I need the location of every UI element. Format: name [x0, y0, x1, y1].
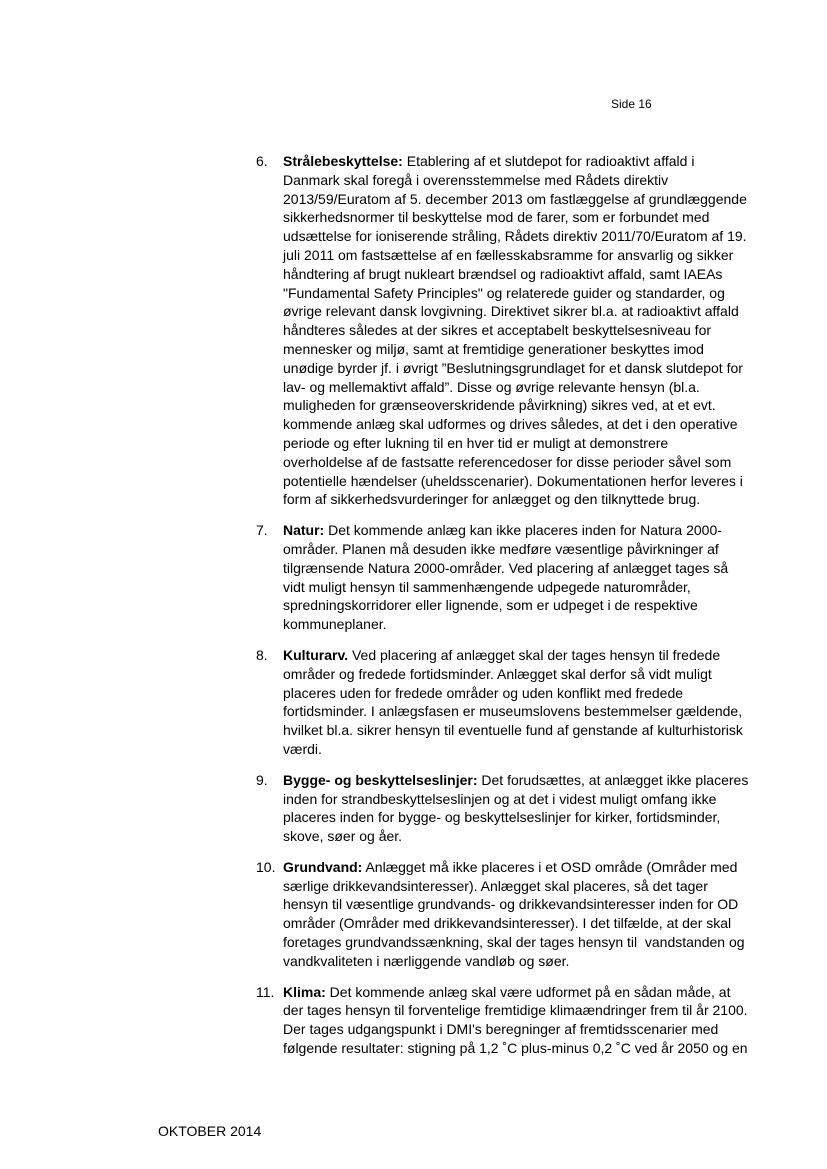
text-line: øvrige relevant dansk lovgivning. Direktivet sikrer bl.a. at radioaktivt affald	[283, 303, 739, 320]
item-heading: Kulturarv.	[283, 646, 349, 663]
text-line-rest: Etablering af et slutdepot for radioaktivt affald i	[402, 153, 695, 169]
item-paragraph	[283, 521, 728, 634]
text-line: hensyn til væsentlige grundvands- og drikkevandsinteresser inden for OD	[283, 896, 739, 913]
text-line: sikkerhedsnormer til beskyttelse mod de farer, som er forbundet med	[283, 209, 710, 226]
text-line: der tages hensyn til forventelige fremtidige klimaændringer frem til år 2100.	[283, 1002, 748, 1019]
text-line: håndteres således at der sikres et acceptabelt beskyttelsesniveau for	[283, 322, 712, 339]
text-line-rest: Det forudsættes, at anlægget ikke placeres	[477, 771, 749, 788]
item-number: 11.	[256, 983, 275, 1000]
text-line: juli 2011 om fastsættelse af en fællesskabsramme for ansvarlig og sikker	[283, 246, 734, 263]
text-line: mennesker og miljø, samt at fremtidige generationer beskyttes imod	[283, 340, 704, 357]
text-line: unødige byrder jf. i øvrigt ”Beslutningsgrundlaget for et dansk slutdepot for	[283, 359, 743, 376]
list-item-9	[256, 771, 748, 846]
list-item-7	[256, 521, 748, 634]
text-line: form af sikkerhedsvurderinger for anlægget og den tilknyttede brug.	[283, 491, 701, 508]
text-line	[283, 983, 748, 1002]
text-line: hvilket bl.a. sikrer hensyn til eventuelle fund af genstande af kulturhistorisk	[283, 722, 743, 739]
item-paragraph	[283, 858, 745, 971]
text-line: udsættelse for ioniserende stråling, Rådets direktiv 2011/70/Euratom af 19.	[283, 228, 747, 245]
text-line: spredningskorridorer eller lignende, som er udpeget i de respektive	[283, 597, 698, 614]
text-line: "Fundamental Safety Principles" og relaterede guider og standarder, og	[283, 284, 725, 301]
list-item-6	[256, 152, 748, 509]
text-line: Der tages udgangspunkt i DMI's beregninger af fremtidsscenarier med	[283, 1021, 719, 1038]
item-number: 6.	[256, 153, 268, 169]
item-heading: Strålebeskyttelse:	[283, 153, 403, 169]
item-heading: Natur:	[283, 522, 325, 539]
list-item-10	[256, 858, 748, 971]
text-line: placeres inden for bygge- og beskyttelseslinjer for kirker, fortidsminder,	[283, 809, 721, 826]
text-line: kommende anlæg skal udformes og drives således, at det i den operative	[283, 416, 738, 433]
list-item-8	[256, 646, 748, 759]
text-line: muligheden for grænseoverskridende påvirkning) sikres ved, at et evt.	[283, 397, 716, 414]
text-line: inden for strandbeskyttelseslinjen og at det i videst muligt omfang ikke	[283, 790, 717, 807]
text-line: særlige drikkevandsinteresser). Anlægget skal placeres, så det tager	[283, 877, 708, 894]
text-line: værdi.	[283, 740, 322, 757]
text-line	[283, 858, 745, 877]
text-line-rest: Det kommende anlæg kan ikke placeres inden for Natura 2000-	[324, 522, 722, 539]
page-number: Side 16	[611, 97, 652, 111]
text-line: områder (Områder med drikkevandsinteresser). I det tilfælde, at der skal	[283, 915, 732, 932]
text-line: håndtering af brugt nukleart brændsel og radioaktivt affald, samt IAEAs	[283, 265, 723, 282]
footer-date: OKTOBER 2014	[158, 1123, 262, 1139]
item-paragraph	[283, 983, 748, 1058]
item-heading: Grundvand:	[283, 858, 363, 875]
text-line: fortidsminder. I anlægsfasen er museumslovens bestemmelser gældende,	[283, 703, 743, 720]
text-line: skove, søer og åer.	[283, 828, 403, 845]
text-line	[283, 521, 728, 540]
text-line: 2013/59/Euratom af 5. december 2013 om fastlæggelse af grundlæggende	[283, 190, 747, 207]
item-paragraph	[283, 152, 747, 509]
item-heading: Bygge- og beskyttelseslinjer:	[283, 771, 478, 788]
text-line: områder og fredede fortidsminder. Anlægget skal derfor så vidt muligt	[283, 665, 712, 682]
text-line: potentielle hændelser (uheldsscenarier). Dokumentationen herfor leveres i	[283, 472, 743, 489]
text-line: overholdelse af de fastsatte referencedoser for disse perioder såvel som	[283, 453, 732, 470]
text-line	[283, 771, 748, 790]
text-line: Danmark skal foregå i overensstemmelse med Rådets direktiv	[283, 171, 669, 188]
text-line-rest: Ved placering af anlægget skal der tages hensyn til fredede	[348, 646, 721, 663]
item-number: 7.	[256, 522, 268, 539]
item-paragraph	[283, 771, 748, 846]
text-line: kommuneplaner.	[283, 616, 387, 633]
text-line: periode og efter lukning til en hver tid er muligt at demonstrere	[283, 434, 669, 451]
text-line-rest: Anlægget må ikke placeres i et OSD område (Områder med	[362, 858, 738, 875]
text-line	[283, 152, 747, 171]
text-line: tilgrænsende Natura 2000-områder. Ved placering af anlægget tages så	[283, 559, 729, 576]
item-number: 10.	[256, 858, 276, 875]
item-heading: Klima:	[283, 983, 326, 1000]
item-number: 8.	[256, 646, 268, 663]
text-line: vidt muligt hensyn til sammenhængende udpegede naturområder,	[283, 578, 691, 595]
text-line: følgende resultater: stigning på 1,2 ˚C plus-minus 0,2 ˚C ved år 2050 og en	[283, 1040, 748, 1057]
text-line: foretages grundvandssænkning, skal der tages hensyn til vandstanden og	[283, 934, 745, 951]
text-line	[283, 646, 743, 665]
list-item-11	[256, 983, 748, 1058]
text-line: områder. Planen må desuden ikke medføre væsentlige påvirkninger af	[283, 540, 719, 557]
text-line: vandkvaliteten i nærliggende vandløb og søer.	[283, 952, 570, 969]
text-line: lav- og mellemaktivt affald”. Disse og øvrige relevante hensyn (bl.a.	[283, 378, 700, 395]
text-line: placeres uden for fredede områder og uden konflikt med fredede	[283, 684, 684, 701]
text-line-rest: Det kommende anlæg skal være udformet på en sådan måde, at	[325, 983, 731, 1000]
item-paragraph	[283, 646, 743, 759]
item-number: 9.	[256, 771, 268, 788]
numbered-list	[256, 152, 748, 1070]
